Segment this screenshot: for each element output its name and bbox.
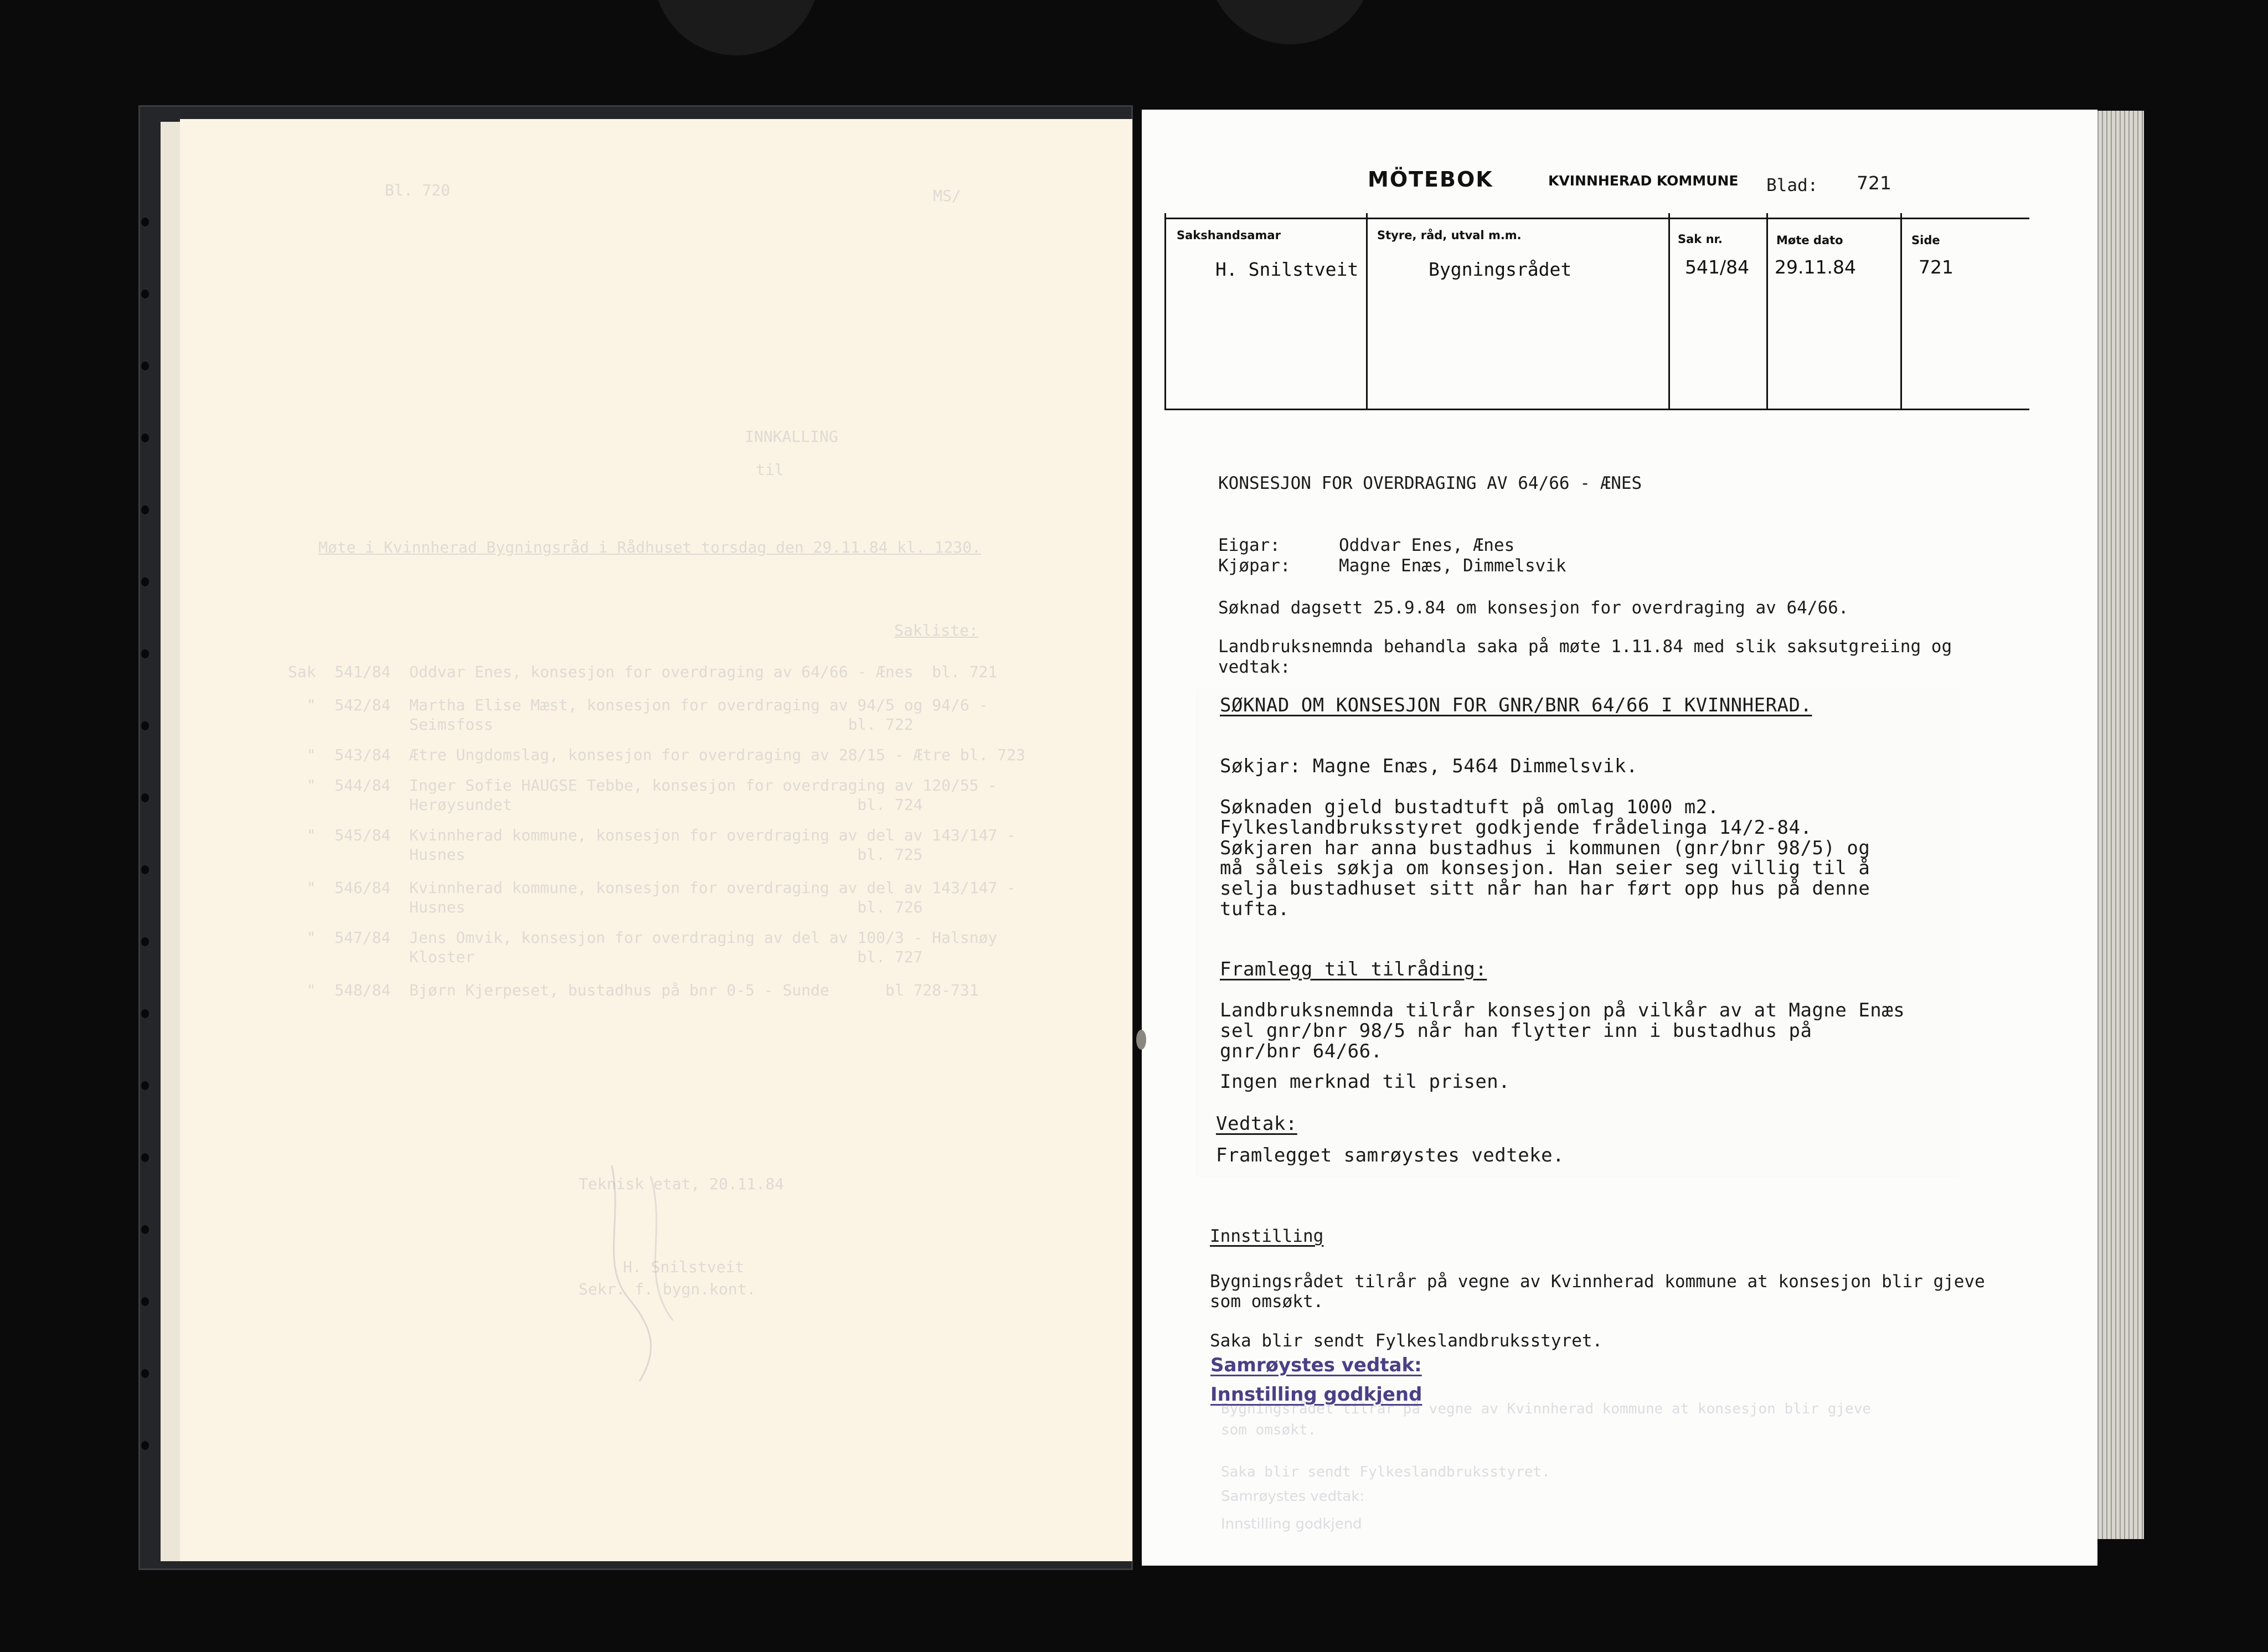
sakshandsamar-value: H. Snilstveit	[1215, 259, 1359, 280]
innstilling-line-2: som omsøkt.	[1210, 1292, 1324, 1312]
ghost-line-sak: " 545/84 Kvinnherad kommune, konsesjon for overdraging av del av 143/147 -	[288, 826, 1016, 844]
ghost-line-innkalling: INNKALLING	[745, 427, 838, 446]
ghost-line-sign-title: Sekr. f. bygn.kont.	[579, 1280, 756, 1298]
slip-line: tufta.	[1220, 898, 1290, 920]
vedtak-heading: Vedtak:	[1216, 1113, 1297, 1135]
styre-value: Bygningsrådet	[1429, 259, 1572, 280]
framlegg-line: Ingen merknad til prisen.	[1220, 1071, 1511, 1093]
sakshandsamar-label: Sakshandsamar	[1177, 229, 1281, 242]
styre-label: Styre, råd, utval m.m.	[1377, 229, 1522, 242]
side-value: 721	[1919, 256, 1953, 278]
landbruk-line-1: Landbruksnemnda behandla saka på møte 1.11.84 med slik saksutgreiing og	[1218, 637, 1952, 657]
framlegg-line: sel gnr/bnr 98/5 når han flytter inn i bustadhus på	[1220, 1020, 1812, 1042]
ghost-line-ms: MS/	[933, 187, 961, 205]
ghost-line-sak: " 543/84 Ætre Ungdomslag, konsesjon for overdraging av 28/15 - Ætre bl. 723	[288, 746, 1025, 764]
eigar-value: Oddvar Enes, Ænes	[1339, 535, 1515, 555]
binder-hole	[141, 1009, 149, 1018]
table-col-border	[1900, 213, 1902, 410]
framlegg-line: Landbruksnemnda tilrår konsesjon på vilkår av at Magne Enæs	[1220, 999, 1905, 1021]
slip-line: Søkjaren har anna bustadhus i kommunen (gnr/bnr 98/5) og	[1220, 837, 1870, 859]
right-page-stack-edge	[2093, 111, 2144, 1539]
ghost-line-sign-name: H. Snilstveit	[623, 1258, 745, 1276]
slip-line: Søknaden gjeld bustadtuft på omlag 1000 m2.	[1220, 796, 1719, 818]
stamp-innstilling-godkjend: Innstilling godkjend	[1210, 1383, 1422, 1406]
left-page	[180, 119, 1132, 1561]
table-col-border	[1766, 213, 1768, 410]
ghost-line: som omsøkt.	[1221, 1422, 1317, 1438]
binder-hole	[141, 1153, 149, 1162]
ghost-line-teknisk: Teknisk etat, 20.11.84	[579, 1175, 784, 1193]
framlegg-heading: Framlegg til tilråding:	[1220, 958, 1487, 980]
binder-hole	[141, 577, 149, 586]
slip-line: selja bustadhuset sitt når han har ført opp hus på denne	[1220, 877, 1870, 900]
ghost-line: Bygningsrådet tilrår på vegne av Kvinnherad kommune at konsesjon blir gjeve	[1221, 1401, 1871, 1417]
vedtak-text: Framlegget samrøystes vedteke.	[1216, 1144, 1565, 1166]
slip-sokjar: Søkjar: Magne Enæs, 5464 Dimmelsvik.	[1220, 755, 1638, 777]
municipality-name: KVINNHERAD KOMMUNE	[1548, 173, 1739, 189]
ghost-line: Samrøystes vedtak:	[1221, 1488, 1365, 1505]
ghost-line-sak: Kloster bl. 727	[288, 948, 923, 966]
scanner-disc-left	[653, 0, 819, 55]
ghost-line-sak: " 546/84 Kvinnherad kommune, konsesjon for overdraging av del av 143/147 -	[288, 879, 1016, 897]
motebok-logo: MÖTEBOK	[1368, 167, 1493, 192]
side-label: Side	[1911, 234, 1940, 247]
case-title: KONSESJON FOR OVERDRAGING AV 64/66 - ÆNES	[1218, 473, 1642, 493]
innstilling-line-1: Bygningsrådet tilrår på vegne av Kvinnherad kommune at konsesjon blir gjeve	[1210, 1272, 1985, 1292]
ghost-line-til: til	[756, 461, 784, 479]
scanner-disc-right	[1207, 0, 1373, 44]
table-col-border	[1668, 213, 1670, 410]
blad-label: Blad:	[1766, 175, 1818, 195]
ghost-line-blad: Bl. 720	[385, 181, 451, 199]
binder-hole	[141, 1081, 149, 1090]
innstilling-heading: Innstilling	[1210, 1226, 1324, 1246]
table-bottom-border	[1164, 409, 2029, 410]
soknad-line: Søknad dagsett 25.9.84 om konsesjon for overdraging av 64/66.	[1218, 598, 1849, 618]
binder-hole	[141, 865, 149, 874]
framlegg-line: gnr/bnr 64/66.	[1220, 1040, 1383, 1062]
binder-hole	[141, 793, 149, 802]
slip-heading: SØKNAD OM KONSESJON FOR GNR/BNR 64/66 I KVINNHERAD.	[1220, 694, 1812, 716]
kjopar-label: Kjøpar:	[1218, 556, 1291, 576]
binder-hole	[141, 362, 149, 370]
landbruk-line-2: vedtak:	[1218, 657, 1291, 677]
ghost-line-sak: " 544/84 Inger Sofie HAUGSE Tebbe, konsesjon for overdraging av 120/55 -	[288, 776, 998, 794]
ghost-signature	[590, 1154, 734, 1387]
binder-hole	[141, 1297, 149, 1306]
binder-hole	[141, 721, 149, 730]
sendt-line: Saka blir sendt Fylkeslandbruksstyret.	[1210, 1331, 1603, 1351]
binder-hole	[141, 1225, 149, 1234]
binder-hole	[141, 937, 149, 946]
table-col-border	[1366, 213, 1368, 410]
binder-hole	[141, 218, 149, 226]
table-top-border	[1164, 218, 2029, 219]
ghost-line-sak: " 547/84 Jens Omvik, konsesjon for overdraging av del av 100/3 - Halsnøy	[288, 928, 998, 947]
motedato-label: Møte dato	[1776, 234, 1843, 247]
slip-line: Fylkeslandbruksstyret godkjende frådelinga 14/2-84.	[1220, 817, 1812, 839]
ghost-line-sak: Sak 541/84 Oddvar Enes, konsesjon for overdraging av 64/66 - Ænes bl. 721	[288, 663, 998, 681]
binder-hole	[141, 649, 149, 658]
ghost-line-sak: Seimsfoss bl. 722	[288, 715, 914, 734]
motedato-value: 29.11.84	[1775, 256, 1856, 278]
binder-hole	[141, 290, 149, 298]
kjopar-value: Magne Enæs, Dimmelsvik	[1339, 556, 1566, 576]
slip-line: må såleis søkja om konsesjon. Han seier seg villig til å	[1220, 857, 1870, 879]
ghost-line-sak: Herøysundet bl. 724	[288, 796, 923, 814]
ghost-line-sak: " 542/84 Martha Elise Mæst, konsesjon for overdraging av 94/5 og 94/6 -	[288, 696, 988, 714]
blad-value: 721	[1857, 172, 1891, 194]
table-col-border	[1164, 213, 1166, 410]
ghost-line-mote: Møte i Kvinnherad Bygningsråd i Rådhuset torsdag den 29.11.84 kl. 1230.	[318, 538, 981, 556]
binder-hole	[141, 433, 149, 442]
binder-hole	[141, 1441, 149, 1450]
ghost-line-sakliste: Sakliste:	[894, 621, 978, 639]
saknr-value: 541/84	[1685, 256, 1750, 278]
ghost-line: Innstilling godkjend	[1221, 1516, 1362, 1532]
ghost-line-sak: " 548/84 Bjørn Kjerpeset, bustadhus på bnr 0-5 - Sunde bl 728-731	[288, 981, 979, 999]
page-clip-hole	[1136, 1030, 1146, 1050]
binder-hole	[141, 505, 149, 514]
ghost-line: Saka blir sendt Fylkeslandbruksstyret.	[1221, 1464, 1550, 1480]
eigar-label: Eigar:	[1218, 535, 1280, 555]
stamp-samroystes-vedtak: Samrøystes vedtak:	[1210, 1354, 1422, 1376]
ghost-line-sak: Husnes bl. 726	[288, 898, 923, 916]
binder-hole	[141, 1369, 149, 1378]
ghost-line-sak: Husnes bl. 725	[288, 845, 923, 864]
saknr-label: Sak nr.	[1678, 233, 1723, 246]
